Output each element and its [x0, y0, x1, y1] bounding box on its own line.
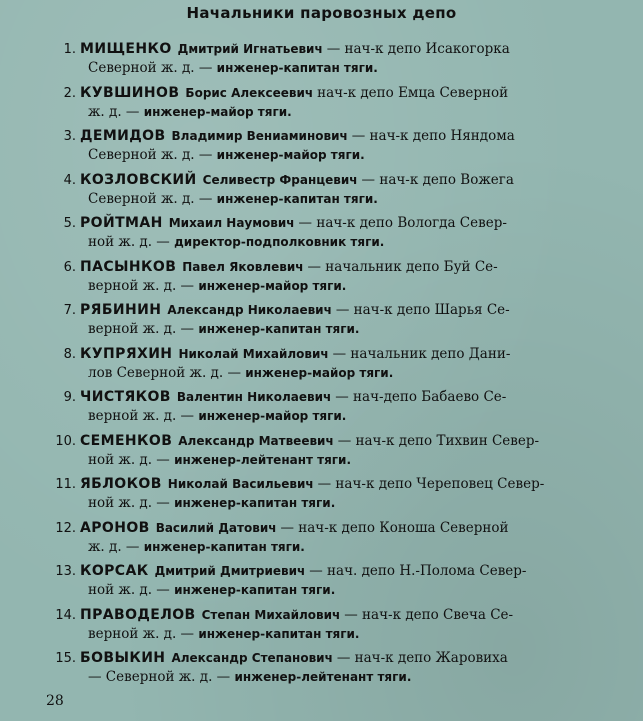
entry-surname: КОРСАК — [80, 563, 149, 579]
entry-surname: РОЙТМАН — [80, 215, 163, 231]
entry-position: — нач-к депо Жаровиха — [336, 650, 508, 666]
entry-number: 12. — [55, 520, 76, 536]
entry-number: 5. — [63, 216, 76, 231]
entry-continuation: Северной ж. д. — — [88, 190, 213, 207]
list-item — [0, 649, 643, 693]
entry-surname: КУВШИНОВ — [80, 84, 180, 101]
entry-given-name: Владимир Вениаминович — [171, 129, 348, 143]
entry-number: 6. — [63, 259, 76, 275]
entry-position: — нач-к депо Череповец Север- — [317, 476, 545, 492]
entry-surname: БОВЫКИН — [80, 650, 166, 666]
entry-position: — нач-к депо Вожега — [361, 171, 514, 188]
entry-position: — нач-к депо Свеча Се- — [344, 606, 514, 623]
entry-number: 1. — [63, 42, 76, 57]
list-item — [0, 475, 643, 519]
entry-rank: инженер-майор тяги. — [198, 409, 347, 423]
entry-rank: инженер-капитан тяги. — [216, 61, 378, 75]
entry-rank: инженер-лейтенант тяги. — [174, 452, 352, 467]
entry-position: — нач-депо Бабаево Се- — [335, 389, 507, 405]
entry-position: — начальник депо Дани- — [332, 345, 511, 362]
entry-number: 9. — [63, 390, 76, 405]
entry-given-name: Николай Михайлович — [178, 346, 329, 361]
page-heading: Начальники паровозных депо — [186, 4, 457, 22]
entry-rank: инженер-капитан тяги. — [198, 322, 360, 336]
entry-surname: РЯБИНИН — [80, 302, 162, 318]
entry-continuation: верной ж. д. — — [88, 408, 195, 424]
entry-rank: директор-подполковник тяги. — [174, 235, 385, 249]
entry-given-name: Селивестр Францевич — [202, 172, 358, 187]
entry-given-name: Павел Яковлевич — [182, 259, 304, 274]
entry-number: 2. — [63, 85, 76, 101]
entry-continuation: ной ж. д. — — [88, 451, 170, 468]
entry-surname: ПРАВОДЕЛОВ — [80, 606, 196, 623]
entry-rank: инженер-лейтенант тяги. — [234, 670, 412, 684]
entry-number: 8. — [63, 346, 76, 362]
entry-rank: инженер-майор тяги. — [143, 104, 292, 119]
entry-rank: инженер-майор тяги. — [198, 278, 347, 293]
entry-given-name: Михаил Наумович — [168, 216, 295, 230]
entry-surname: ПАСЫНКОВ — [80, 258, 177, 275]
page-number: 28 — [46, 693, 64, 709]
entry-position: — начальник депо Буй Се- — [307, 258, 498, 275]
entry-number: 13. — [55, 564, 76, 579]
entry-number: 14. — [55, 607, 76, 623]
entry-surname: ДЕМИДОВ — [80, 128, 166, 144]
entry-position: — нач-к депо Шарья Се- — [335, 302, 510, 318]
entry-surname: МИЩЕНКО — [80, 41, 172, 57]
entry-continuation: ной ж. д. — — [88, 234, 170, 250]
entry-given-name: Александр Николаевич — [167, 303, 332, 317]
entry-number: 10. — [55, 433, 76, 449]
entry-continuation: Северной ж. д. — — [88, 60, 213, 76]
entry-rank: инженер-капитан тяги. — [198, 626, 360, 641]
entry-continuation: верной ж. д. — — [88, 277, 195, 294]
list-item — [0, 519, 643, 563]
entry-continuation: Северной ж. д. — — [88, 147, 213, 163]
list-item — [0, 606, 643, 650]
entry-given-name: Дмитрий Игнатьевич — [177, 42, 323, 56]
entry-rank: инженер-капитан тяги. — [216, 191, 378, 206]
entry-position: — нач-к депо Тихвин Север- — [337, 432, 540, 449]
entry-continuation: — Северной ж. д. — — [88, 669, 231, 685]
list-item — [0, 432, 643, 476]
entry-position: — нач-к депо Няндома — [351, 128, 515, 144]
entry-given-name: Борис Алексеевич — [185, 85, 314, 100]
entry-position: — нач-к депо Вологда Север- — [298, 215, 507, 231]
entry-given-name: Александр Матвеевич — [178, 433, 334, 448]
list-item — [0, 562, 643, 606]
entry-surname: СЕМЕНКОВ — [80, 432, 173, 449]
entry-continuation: верной ж. д. — — [88, 625, 195, 642]
entry-number: 11. — [55, 477, 76, 492]
entry-surname: КОЗЛОВСКИЙ — [80, 171, 197, 188]
entry-position: — нач. депо Н.-Полома Север- — [309, 563, 527, 579]
entry-number: 4. — [63, 172, 76, 188]
entry-rank: инженер-майор тяги. — [245, 365, 394, 380]
list-item — [0, 127, 643, 171]
entry-surname: ЯБЛОКОВ — [80, 476, 162, 492]
list-item — [0, 388, 643, 432]
entry-continuation: ной ж. д. — — [88, 582, 170, 598]
entry-number: 3. — [63, 129, 76, 144]
list-item — [0, 301, 643, 345]
entry-rank: инженер-капитан тяги. — [174, 496, 336, 510]
entry-number: 15. — [55, 651, 76, 666]
entry-given-name: Александр Степанович — [171, 651, 333, 665]
list-item — [0, 214, 643, 258]
entry-continuation: ж. д. — — [88, 103, 140, 120]
entry-surname: ЧИСТЯКОВ — [80, 389, 171, 405]
entry-rank: инженер-капитан тяги. — [174, 583, 336, 597]
entry-number: 7. — [63, 303, 76, 318]
entry-given-name: Дмитрий Дмитриевич — [154, 564, 306, 578]
entry-surname: АРОНОВ — [80, 519, 150, 536]
depot-chiefs-list — [0, 40, 643, 693]
list-item — [0, 258, 643, 302]
entry-position: — нач-к депо Исакогорка — [326, 41, 510, 57]
list-item — [0, 84, 643, 128]
entry-rank: инженер-капитан тяги. — [143, 539, 305, 554]
entry-given-name: Степан Михайлович — [201, 607, 341, 622]
entry-surname: КУПРЯХИН — [80, 345, 173, 362]
entry-continuation: лов Северной ж. д. — — [88, 364, 241, 381]
list-item — [0, 40, 643, 84]
list-item — [0, 171, 643, 215]
entry-given-name: Николай Васильевич — [167, 477, 314, 491]
entry-continuation: ж. д. — — [88, 538, 140, 555]
entry-continuation: ной ж. д. — — [88, 495, 170, 511]
entry-given-name: Василий Датович — [155, 520, 277, 535]
entry-position: — нач-к депо Коноша Северной — [280, 519, 509, 536]
list-item — [0, 345, 643, 389]
entry-continuation: верной ж. д. — — [88, 321, 195, 337]
entry-position: нач-к депо Емца Северной — [317, 84, 509, 101]
entry-given-name: Валентин Николаевич — [176, 390, 332, 404]
entry-rank: инженер-майор тяги. — [216, 148, 365, 162]
